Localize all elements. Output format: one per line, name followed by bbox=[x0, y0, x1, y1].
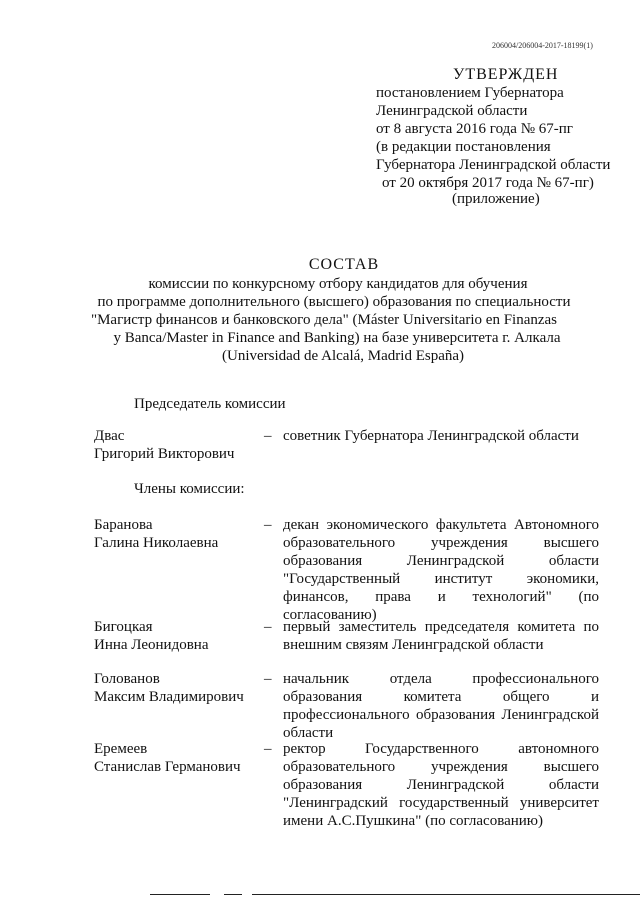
title-block bbox=[0, 255, 640, 365]
approval-line: Ленинградской области bbox=[376, 103, 528, 119]
footer-rule bbox=[224, 894, 242, 895]
member-surname: Еремеев bbox=[94, 741, 148, 757]
title-line: (Universidad de Alcalá, Madrid España) bbox=[222, 348, 464, 364]
member-given-name: Инна Леонидовна bbox=[94, 637, 209, 653]
title-line: y Banca/Master in Finance and Banking) на базе университета г. Алкала bbox=[113, 330, 561, 346]
approval-line: (приложение) bbox=[452, 191, 540, 207]
member-surname: Бигоцкая bbox=[94, 619, 153, 635]
document-id: 206004/206004-2017-18199(1) bbox=[492, 41, 593, 50]
member-role: ректор Государственного автономного образовательного учреждения высшего образования Ленинградской области "Ленинградский государственный университет имени А.С.Пушкина" (по согласованию) bbox=[283, 741, 599, 829]
dash: – bbox=[264, 619, 272, 635]
members-label: Члены комиссии: bbox=[134, 481, 245, 497]
member-given-name: Григорий Викторович bbox=[94, 446, 235, 462]
member-role: декан экономического факультета Автономного образовательного учреждения высшего образования Ленинградской области "Государственный институт экономики, финансов, права и технологий" (по согласованию) bbox=[283, 517, 599, 623]
title-line: по программе дополнительного (высшего) образования по специальности bbox=[97, 294, 571, 310]
approval-line: от 8 августа 2016 года № 67-пг bbox=[376, 121, 573, 137]
member-surname: Баранова bbox=[94, 517, 153, 533]
member-given-name: Максим Владимирович bbox=[94, 689, 244, 705]
member-role: начальник отдела профессионального образования комитета общего и профессионального образования Ленинградской области bbox=[283, 671, 599, 741]
approval-heading: УТВЕРЖДЕН bbox=[453, 66, 559, 83]
member-role: первый заместитель председателя комитета по внешним связям Ленинградской области bbox=[283, 619, 599, 653]
dash: – bbox=[264, 517, 272, 533]
member-surname: Двас bbox=[94, 428, 125, 444]
member-surname: Голованов bbox=[94, 671, 160, 687]
footer-rule bbox=[150, 894, 210, 895]
dash: – bbox=[264, 671, 272, 687]
approval-line: Губернатора Ленинградской области bbox=[376, 157, 611, 173]
member-given-name: Галина Николаевна bbox=[94, 535, 219, 551]
footer-rule bbox=[252, 894, 640, 895]
document-title: СОСТАВ bbox=[308, 256, 380, 273]
title-line: комиссии по конкурсному отбору кандидатов для обучения bbox=[148, 276, 528, 292]
title-line: "Магистр финансов и банковского дела" (Máster Universitario en Finanzas bbox=[90, 312, 558, 328]
approval-line: постановлением Губернатора bbox=[376, 85, 564, 101]
approval-line: (в редакции постановления bbox=[376, 139, 551, 155]
member-given-name: Станислав Германович bbox=[94, 759, 241, 775]
approval-line: от 20 октября 2017 года № 67-пг) bbox=[382, 175, 594, 191]
dash: – bbox=[264, 428, 272, 444]
chairman-label: Председатель комиссии bbox=[134, 396, 286, 412]
member-role: советник Губернатора Ленинградской области bbox=[283, 428, 579, 444]
dash: – bbox=[264, 741, 272, 757]
